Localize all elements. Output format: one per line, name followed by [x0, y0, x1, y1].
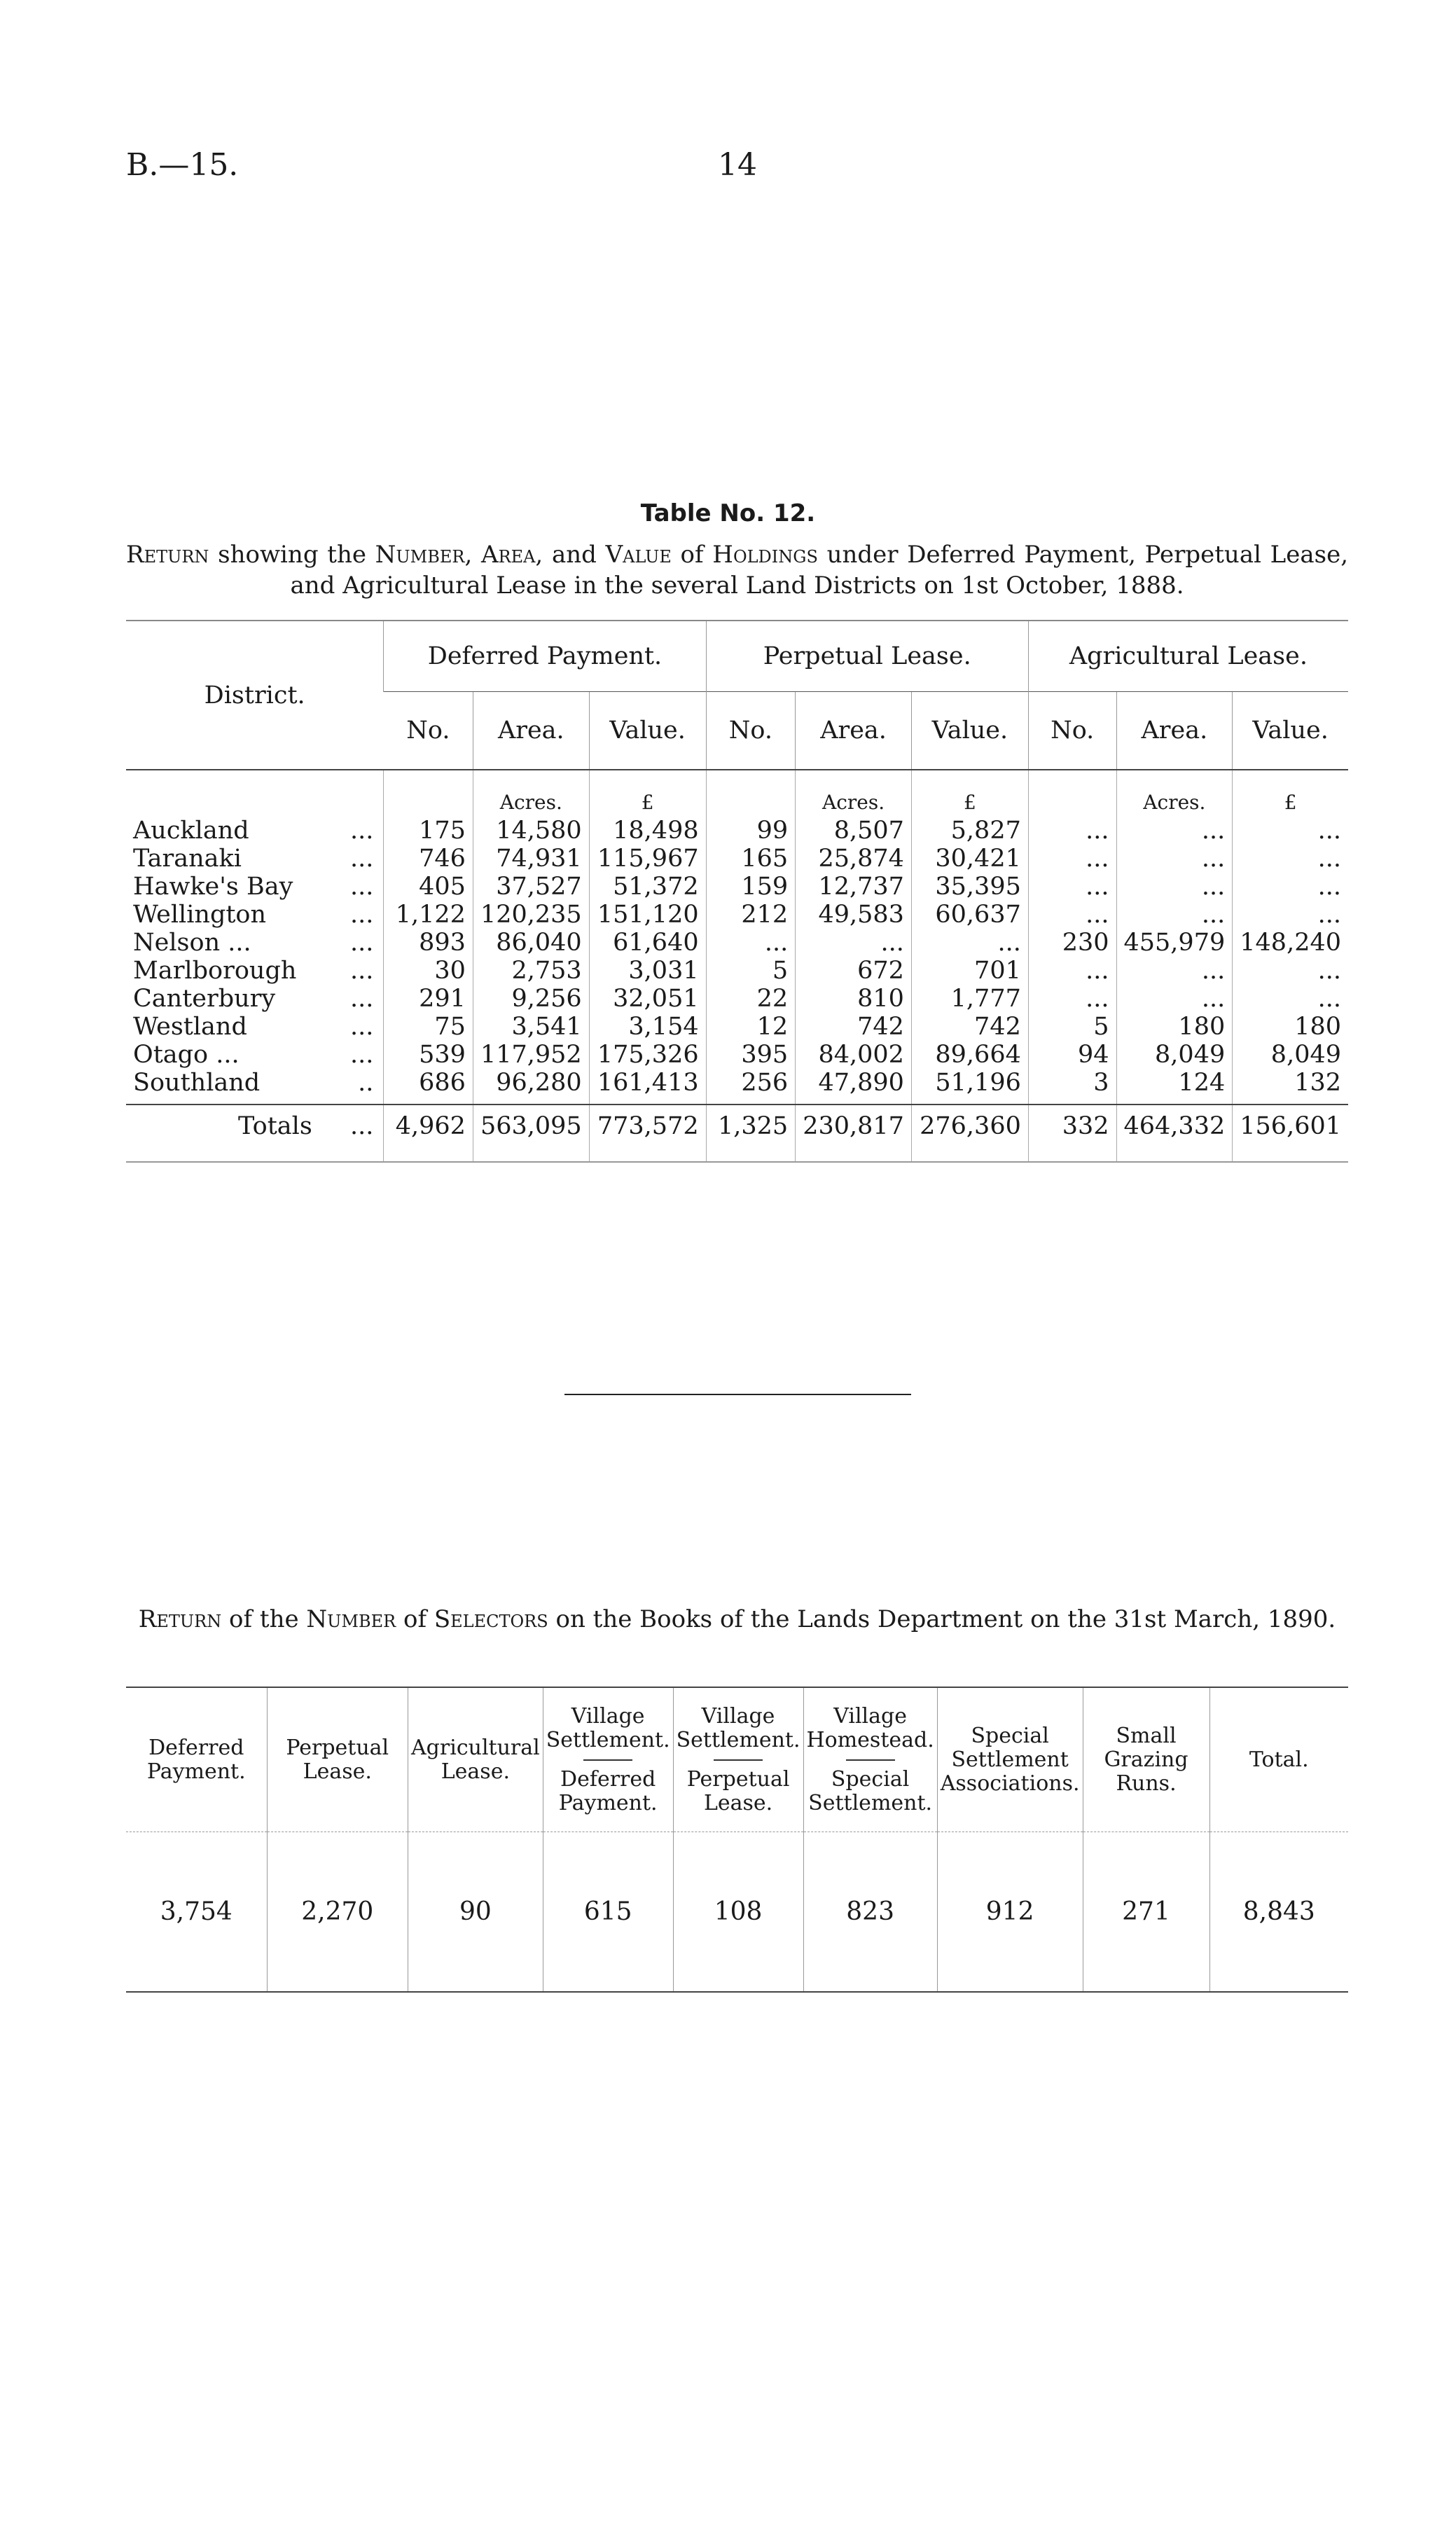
total-cell: 1,325: [706, 1105, 796, 1162]
table-cell: ...: [1233, 845, 1348, 873]
section-divider: [564, 1394, 911, 1395]
header-rule: [846, 1759, 895, 1761]
total-cell: 230,817: [796, 1105, 912, 1162]
table-cell: 742: [796, 1013, 912, 1041]
title-return: Return: [126, 541, 209, 569]
table-cell: 165: [706, 845, 796, 873]
table-row: [126, 901, 1348, 929]
table-cell: ...: [1233, 817, 1348, 845]
table-cell: 230: [1028, 929, 1116, 957]
table-cell: ...: [1233, 985, 1348, 1013]
col-no: No.: [706, 692, 796, 770]
table-cell: 32,051: [589, 985, 706, 1013]
total-cell: 773,572: [589, 1105, 706, 1162]
header-rule: [583, 1759, 632, 1761]
total-cell: 464,332: [1116, 1105, 1233, 1162]
table-cell: 746: [384, 845, 473, 873]
units-pound: £: [911, 770, 1028, 817]
title-text: on the Books of the Lands Department on the 31st March, 1890.: [548, 1605, 1336, 1633]
table-cell: 37,527: [473, 873, 589, 901]
title-text: under Deferred Payment, Perpetual Lease, and Agricultural Lease in the several Land Districts on 1st October, 1888.: [290, 541, 1349, 600]
table-cell: 2,753: [473, 957, 589, 985]
units-acres: Acres.: [796, 770, 912, 817]
title-text: Number: [306, 1605, 396, 1633]
table-cell: 175,326: [589, 1041, 706, 1069]
table-cell: ...: [1028, 957, 1116, 985]
table-row: [126, 1832, 1348, 1993]
table-cell: 159: [706, 873, 796, 901]
table-cell: 18,498: [589, 817, 706, 845]
units-pound: £: [589, 770, 706, 817]
table-cell: ...: [1116, 901, 1233, 929]
title-text: showing the: [209, 541, 375, 569]
agricultural-lease-header: Agricultural Lease.: [1028, 621, 1348, 692]
units-pound: £: [1233, 770, 1348, 817]
table-cell: 47,890: [796, 1069, 912, 1097]
special-settlement-header: Special Settlement Associations.: [937, 1687, 1083, 1832]
header-rule: [714, 1759, 763, 1761]
holdings-table: [126, 620, 1348, 1163]
table-cell: 5,827: [911, 817, 1028, 845]
table-cell: 395: [706, 1041, 796, 1069]
deferred-payment-header: Deferred Payment.: [384, 621, 706, 692]
table-cell: 8,507: [796, 817, 912, 845]
deferred-payment-header: Deferred Payment.: [146, 1735, 246, 1784]
table-cell: 405: [384, 873, 473, 901]
table-cell: 455,979: [1116, 929, 1233, 957]
col-area: Area.: [473, 692, 589, 770]
col-no: No.: [384, 692, 473, 770]
table-cell: ...: [1116, 985, 1233, 1013]
leader-dots: ...: [342, 1105, 384, 1162]
table-cell: ...: [1116, 845, 1233, 873]
table-cell: 99: [706, 817, 796, 845]
title-text: of: [396, 1605, 434, 1633]
table-cell: 148,240: [1233, 929, 1348, 957]
district-name: Canterbury: [133, 985, 276, 1013]
table-cell: 89,664: [911, 1041, 1028, 1069]
col-area: Area.: [796, 692, 912, 770]
table-cell: 14,580: [473, 817, 589, 845]
table-cell: 60,637: [911, 901, 1028, 929]
leader-dots: ...: [349, 957, 374, 985]
table-cell: ...: [1116, 873, 1233, 901]
table-cell: 539: [384, 1041, 473, 1069]
selectors-title: [126, 1604, 1348, 1635]
title-text: of: [671, 541, 713, 569]
table-cell: 124: [1116, 1069, 1233, 1097]
table-cell: 175: [384, 817, 473, 845]
table-cell: 51,196: [911, 1069, 1028, 1097]
small-grazing-header: Small Grazing Runs.: [1083, 1687, 1209, 1832]
village-homestead-header: [803, 1687, 937, 1832]
table-cell: ...: [1116, 957, 1233, 985]
title-return: Return: [138, 1605, 222, 1633]
table-cell: 1,122: [384, 901, 473, 929]
title-text: and: [543, 541, 606, 569]
col-value: Value.: [589, 692, 706, 770]
district-name: Hawke's Bay: [133, 873, 293, 901]
total-cell: 563,095: [473, 1105, 589, 1162]
selectors-table: [126, 1687, 1348, 1993]
table-cell: 84,002: [796, 1041, 912, 1069]
leader-dots: ...: [349, 873, 374, 901]
total-cell: 156,601: [1233, 1105, 1348, 1162]
table-cell: 117,952: [473, 1041, 589, 1069]
table-cell: 161,413: [589, 1069, 706, 1097]
value-cell: 615: [543, 1832, 673, 1993]
district-name: Taranaki: [133, 845, 242, 873]
value-cell: 912: [937, 1832, 1083, 1993]
table-cell: 3,154: [589, 1013, 706, 1041]
page-reference: B.—15.: [126, 147, 239, 183]
village-settlement-dp-header: [543, 1687, 673, 1832]
district-name: Auckland: [133, 817, 249, 845]
leader-dots: ...: [349, 929, 374, 957]
table-cell: ...: [911, 929, 1028, 957]
header-top: Village Homestead.: [806, 1703, 934, 1752]
total-header: Total.: [1209, 1687, 1348, 1832]
table-cell: 74,931: [473, 845, 589, 873]
table-cell: 3: [1028, 1069, 1116, 1097]
table-12-caption: Table No. 12.: [640, 499, 816, 527]
table-cell: 3,541: [473, 1013, 589, 1041]
total-cell: 4,962: [384, 1105, 473, 1162]
district-name: Marlborough: [133, 957, 297, 985]
value-cell: 90: [408, 1832, 543, 1993]
district-name: Otago ...: [133, 1041, 240, 1069]
agricultural-lease-header: Agricultural Lease.: [408, 1687, 543, 1832]
table-cell: 672: [796, 957, 912, 985]
table-row: [126, 1041, 1348, 1069]
value-cell: 271: [1083, 1832, 1209, 1993]
table-cell: 8,049: [1233, 1041, 1348, 1069]
district-header: District.: [204, 681, 305, 709]
leader-dots: ...: [349, 985, 374, 1013]
table-cell: ...: [706, 929, 796, 957]
header-top: Village Settlement.: [676, 1703, 800, 1752]
table-cell: 51,372: [589, 873, 706, 901]
page-number: 14: [718, 147, 757, 183]
table-row: [126, 845, 1348, 873]
table-cell: 25,874: [796, 845, 912, 873]
units-acres: Acres.: [1116, 770, 1233, 817]
table-cell: 49,583: [796, 901, 912, 929]
table-cell: 810: [796, 985, 912, 1013]
district-name: Nelson ...: [133, 929, 251, 957]
table-cell: ...: [1028, 817, 1116, 845]
totals-row: [126, 1105, 1348, 1162]
table-cell: 30: [384, 957, 473, 985]
col-no: No.: [1028, 692, 1116, 770]
table-cell: 256: [706, 1069, 796, 1097]
table-12-title: [126, 539, 1348, 601]
header-bottom: Deferred Payment.: [558, 1766, 658, 1815]
leader-dots: ...: [349, 1041, 374, 1069]
table-cell: ...: [1233, 873, 1348, 901]
table-cell: ...: [796, 929, 912, 957]
leader-dots: ..: [358, 1069, 374, 1097]
table-cell: 75: [384, 1013, 473, 1041]
header-top: Village Settlement.: [546, 1703, 670, 1752]
table-cell: 742: [911, 1013, 1028, 1041]
table-row: [126, 873, 1348, 901]
table-row: [126, 817, 1348, 845]
table-cell: 291: [384, 985, 473, 1013]
col-value: Value.: [1233, 692, 1348, 770]
district-name: Westland: [133, 1013, 247, 1041]
leader-dots: ...: [349, 845, 374, 873]
table-cell: 180: [1116, 1013, 1233, 1041]
table-cell: 5: [1028, 1013, 1116, 1041]
table-cell: 151,120: [589, 901, 706, 929]
table-cell: 3,031: [589, 957, 706, 985]
table-row: [126, 1013, 1348, 1041]
title-text: Holdings: [712, 541, 818, 569]
table-cell: 35,395: [911, 873, 1028, 901]
perpetual-lease-header: Perpetual Lease.: [706, 621, 1028, 692]
col-area: Area.: [1116, 692, 1233, 770]
totals-label: Totals: [126, 1105, 342, 1162]
leader-dots: ...: [349, 1013, 374, 1041]
district-name: Southland: [133, 1069, 261, 1097]
table-cell: ...: [1028, 985, 1116, 1013]
table-cell: ...: [1116, 817, 1233, 845]
leader-dots: ...: [349, 901, 374, 929]
table-cell: ...: [1233, 901, 1348, 929]
table-cell: 120,235: [473, 901, 589, 929]
village-settlement-pl-header: [673, 1687, 803, 1832]
value-cell: 108: [673, 1832, 803, 1993]
perpetual-lease-header: Perpetual Lease.: [267, 1687, 408, 1832]
table-cell: ...: [1233, 957, 1348, 985]
table-cell: 180: [1233, 1013, 1348, 1041]
table-cell: 22: [706, 985, 796, 1013]
table-cell: 30,421: [911, 845, 1028, 873]
table-row: [126, 1069, 1348, 1097]
value-cell: 3,754: [160, 1897, 233, 1926]
header-bottom: Perpetual Lease.: [686, 1766, 790, 1815]
leader-dots: ...: [349, 817, 374, 845]
value-cell: 2,270: [267, 1832, 408, 1993]
table-cell: 5: [706, 957, 796, 985]
table-cell: ...: [1028, 873, 1116, 901]
table-cell: 9,256: [473, 985, 589, 1013]
value-cell: 8,843: [1209, 1832, 1348, 1993]
table-row: [126, 929, 1348, 957]
table-cell: 701: [911, 957, 1028, 985]
table-cell: 61,640: [589, 929, 706, 957]
table-cell: 86,040: [473, 929, 589, 957]
col-value: Value.: [911, 692, 1028, 770]
header-bottom: Special Settlement.: [808, 1766, 933, 1815]
table-cell: 1,777: [911, 985, 1028, 1013]
table-cell: 686: [384, 1069, 473, 1097]
table-cell: 212: [706, 901, 796, 929]
table-cell: 115,967: [589, 845, 706, 873]
table-cell: ...: [1028, 845, 1116, 873]
title-text: Value: [605, 541, 672, 569]
district-name: Wellington: [133, 901, 267, 929]
title-text: Selectors: [434, 1605, 548, 1633]
table-cell: ...: [1028, 901, 1116, 929]
total-cell: 332: [1028, 1105, 1116, 1162]
title-text: Number, Area,: [375, 541, 543, 569]
table-cell: 132: [1233, 1069, 1348, 1097]
table-row: [126, 957, 1348, 985]
total-cell: 276,360: [911, 1105, 1028, 1162]
title-text: of the: [221, 1605, 307, 1633]
table-cell: 12: [706, 1013, 796, 1041]
table-cell: 96,280: [473, 1069, 589, 1097]
table-cell: 893: [384, 929, 473, 957]
table-row: [126, 985, 1348, 1013]
table-cell: 94: [1028, 1041, 1116, 1069]
table-cell: 12,737: [796, 873, 912, 901]
value-cell: 823: [803, 1832, 937, 1993]
table-cell: 8,049: [1116, 1041, 1233, 1069]
units-acres: Acres.: [473, 770, 589, 817]
